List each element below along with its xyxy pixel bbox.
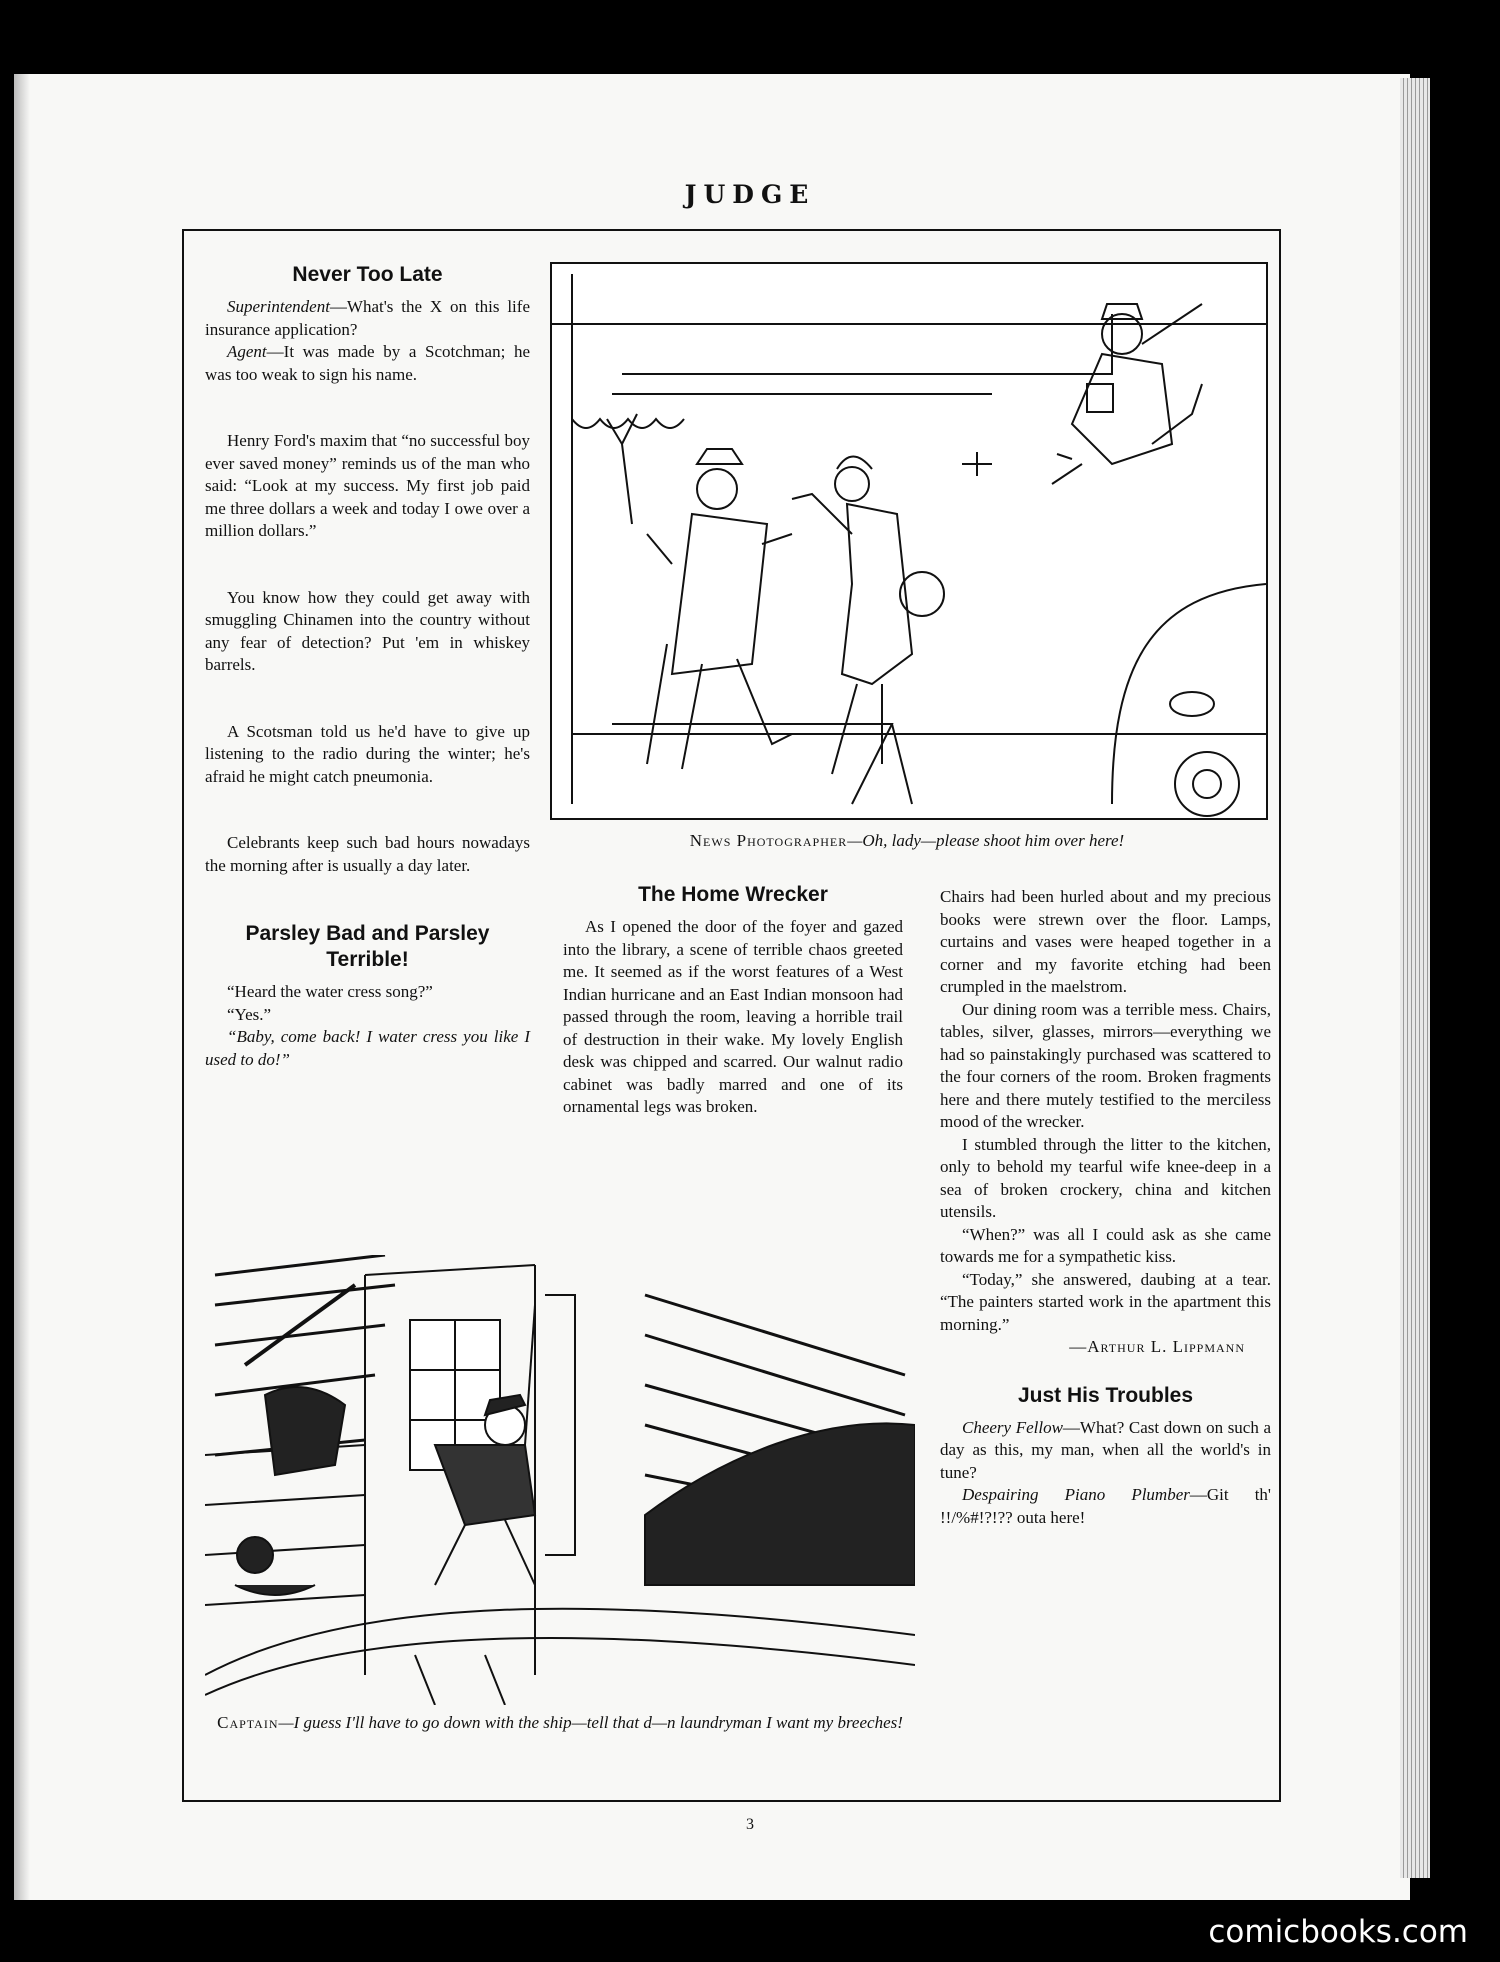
troubles-line2: Despairing Piano Plumber—Git th' !!/%#!?!?? outa here!	[940, 1485, 1271, 1527]
never-too-late-line1: Superintendent—What's the X on this life insurance application?	[205, 297, 530, 339]
cartoon-captain	[205, 1255, 915, 1705]
binding-gutter	[14, 74, 30, 1900]
never-too-late-title: Never Too Late	[292, 263, 443, 286]
cartoon-captain-illustration	[205, 1255, 915, 1705]
joke-scotsman: A Scotsman told us he'd have to give up listening to the radio during the winter; he's afraid he might catch pneumonia.	[205, 721, 530, 786]
cartoon-captain-caption: Captain—I guess I'll have to go down with the ship—tell that d—n laundryman I want my breeches!	[217, 1713, 903, 1732]
cartoon-photographer-caption: News Photographer—Oh, lady—please shoot him over here!	[689, 831, 1125, 850]
page-edges	[1400, 78, 1430, 1878]
home-wrecker-title: The Home Wrecker	[638, 883, 828, 906]
parsley-line1: “Heard the water cress song?”	[227, 982, 433, 1001]
joke-ford: Henry Ford's maxim that “no successful boy ever saved money” reminds us of the man who said: “Look at my success. My first job paid me three dollars a week and today I owe over a million dollars.”	[205, 431, 530, 540]
page-number: 3	[746, 1816, 754, 1833]
home-wrecker-para2: Chairs had been hurled about and my precious books were strewn over the floor. Lamps, curtains and vases were heaped together in a corner and my favorite etching had been crumpled in the maelstrom.	[940, 887, 1271, 996]
left-column	[205, 262, 530, 1071]
home-wrecker-para6: “Today,” she answered, daubing at a tear. “The painters started work in the apartment this morning.”	[940, 1269, 1271, 1334]
home-wrecker-byline: —Arthur L. Lippmann	[1069, 1337, 1245, 1356]
parsley-line3: “Baby, come back! I water cress you like I used to do!”	[205, 1027, 530, 1069]
parsley-line2: “Yes.”	[227, 1004, 272, 1024]
never-too-late-line2: Agent—It was made by a Scotchman; he was too weak to sign his name.	[205, 342, 530, 384]
cartoon-photographer	[550, 262, 1268, 820]
parsley-title: Parsley Bad and Parsley Terrible!	[245, 922, 490, 971]
home-wrecker-para3: Our dining room was a terrible mess. Chairs, tables, silver, glasses, mirrors—everything we had so painstakingly purchased was scattered to the four corners of the room. Broken fragments here and there mutely testified to the merciless mood of the wrecker.	[940, 999, 1271, 1131]
joke-smuggling: You know how they could get away with smuggling Chinamen into the country without any fear of detection? Put 'em in whiskey barrels.	[205, 587, 530, 674]
home-wrecker-para4: I stumbled through the litter to the kitchen, only to behold my tearful wife knee-deep in a sea of broken crockery, china and kitchen utensils.	[940, 1134, 1271, 1221]
watermark: comicbooks.com	[1208, 1914, 1468, 1950]
joke-celebrants: Celebrants keep such bad hours nowadays the morning after is usually a day later.	[205, 833, 530, 875]
cartoon-photographer-illustration	[552, 264, 1266, 818]
troubles-title: Just His Troubles	[1017, 1383, 1194, 1407]
masthead: JUDGE	[684, 180, 816, 209]
right-column	[940, 886, 1271, 1529]
home-wrecker-col1	[563, 882, 903, 1119]
home-wrecker-para5: “When?” was all I could ask as she came towards me for a sympathetic kiss.	[940, 1224, 1271, 1266]
troubles-line1: Cheery Fellow—What? Cast down on such a day as this, my man, when all the world's in tune?	[940, 1417, 1271, 1482]
home-wrecker-para1: As I opened the door of the foyer and gazed into the library, a scene of terrible chaos greeted me. It seemed as if the worst features of a West Indian hurricane and an East Indian monsoon had passed through the room, leaving a horrible trail of destruction in their wake. My lovely English desk was chipped and scarred. Our walnut radio cabinet was badly marred and one of its ornamental legs was broken.	[563, 917, 903, 1116]
